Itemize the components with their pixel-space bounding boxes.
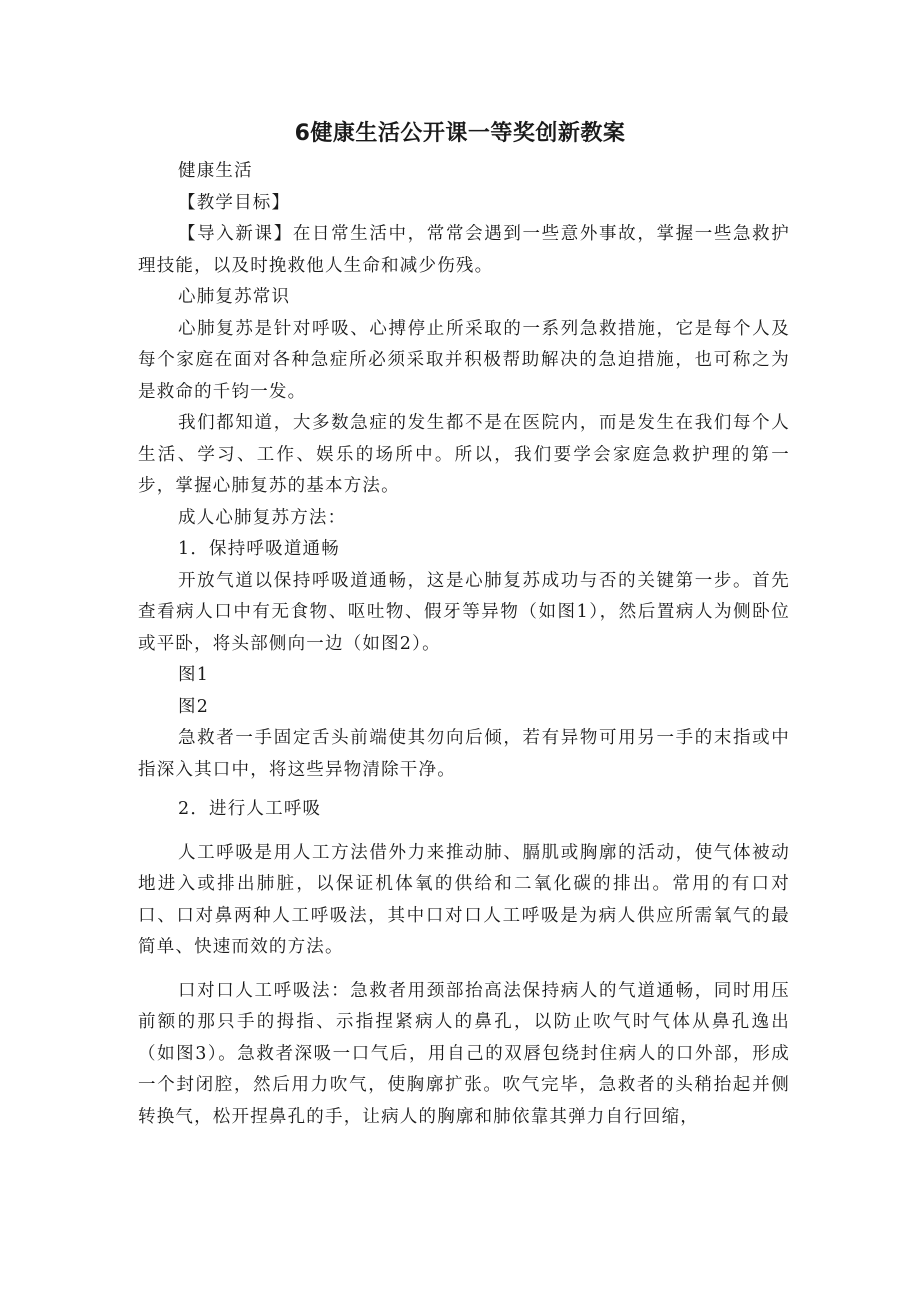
paragraph-cpr-definition: 心肺复苏是针对呼吸、心搏停止所采取的一系列急救措施，它是每个人及每个家庭在面对各种急症所必须采取并积极帮助解决的急迫措施，也可称之为是救命的千钧一发。	[138, 318, 790, 402]
paragraph-heading-cpr-knowledge: 心肺复苏常识	[178, 287, 291, 307]
document-body	[138, 156, 790, 1133]
paragraph-mouth-to-mouth: 口对口人工呼吸法：急救者用颈部抬高法保持病人的气道通畅，同时用压前额的那只手的拇指、示指捏紧病人的鼻孔，以防止吹气时气体从鼻孔逸出（如图3）。急救者深吸一口气后，用自己的双唇包绕封住病人的口外部，形成一个封闭腔，然后用力吹气，使胸廓扩张。吹气完毕，急救者的头稍抬起并侧转换气，松开捏鼻孔的手，让病人的胸廓和肺依靠其弹力自行回缩，	[138, 980, 790, 1127]
paragraph-intro: 【导入新课】在日常生活中，常常会遇到一些意外事故，掌握一些急救护理技能，以及时挽救他人生命和减少伤残。	[138, 224, 790, 276]
paragraph-artificial-respiration: 人工呼吸是用人工方法借外力来推动肺、膈肌或胸廓的活动，使气体被动地进入或排出肺脏，以保证机体氧的供给和二氧化碳的排出。常用的有口对口、口对鼻两种人工呼吸法，其中口对口人工呼吸是为病人供应所需氧气的最简单、快速而效的方法。	[138, 842, 790, 957]
paragraph-heading-adult-cpr: 成人心肺复苏方法：	[178, 507, 347, 528]
paragraph-clear-foreign-body: 急救者一手固定舌头前端使其勿向后倾，若有异物可用另一手的末指或中指深入其口中，将这些异物清除干净。	[138, 728, 790, 780]
paragraph-open-airway: 开放气道以保持呼吸道通畅，这是心肺复苏成功与否的关键第一步。首先查看病人口中有无食物、呕吐物、假牙等异物（如图1），然后置病人为侧卧位或平卧，将头部侧向一边（如图2）。	[138, 570, 790, 654]
paragraph-step-1-heading: 1．保持呼吸道通畅	[178, 539, 340, 559]
figure-2-caption: 图2	[178, 696, 210, 717]
document-title: 6健康生活公开课一等奖创新教案	[294, 121, 626, 146]
figure-1-caption: 图1	[178, 665, 210, 685]
paragraph-heading-teaching-goals: 【教学目标】	[178, 192, 291, 213]
paragraph-step-2-heading: 2．进行人工呼吸	[178, 799, 322, 819]
paragraph-heading-health-life: 健康生活	[178, 161, 253, 181]
paragraph-emergency-location: 我们都知道，大多数急症的发生都不是在医院内，而是发生在我们每个人生活、学习、工作、娱乐的场所中。所以，我们要学会家庭急救护理的第一步，掌握心肺复苏的基本方法。	[138, 413, 790, 496]
